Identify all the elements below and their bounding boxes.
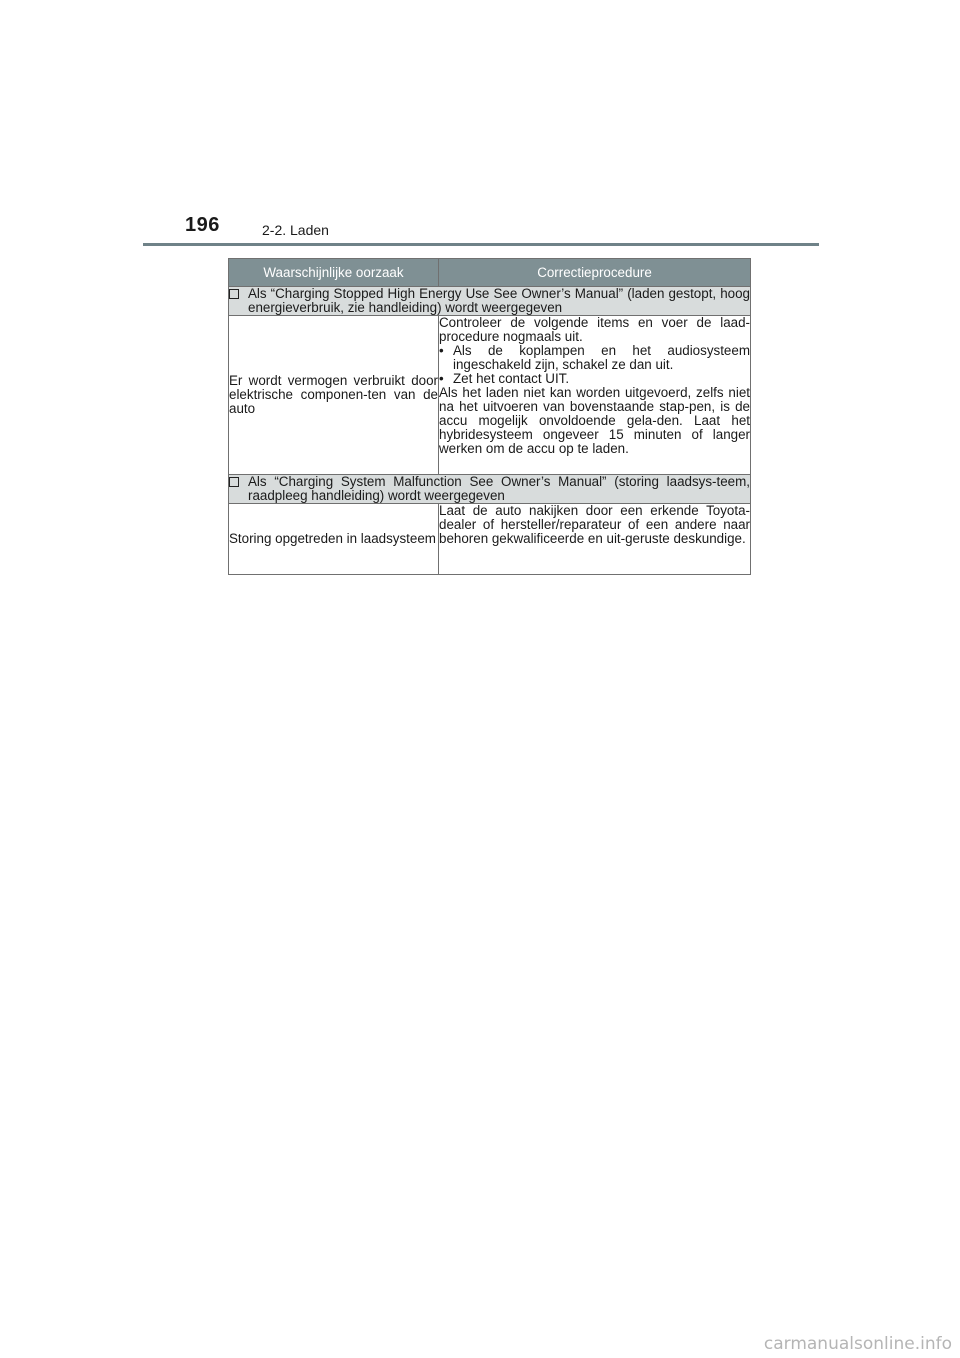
table-header-row	[229, 259, 751, 287]
section-title: 2-2. Laden	[262, 222, 329, 238]
procedure-note: Als het laden niet kan worden uitgevoerd, zelfs niet na het uitvoeren van bovenstaande stap-pen, is de accu mogelijk onvoldoende gela-den. Laat het hybridesysteem ongeveer 15 minuten of langer werken om de accu op te laden.	[439, 385, 750, 456]
list-item	[439, 344, 750, 372]
list-item-text: Als de koplampen en het audiosysteem ingeschakeld zijn, schakel ze dan uit.	[453, 343, 750, 372]
list-item	[439, 372, 750, 386]
watermark: carmanualsonline.info	[763, 1334, 952, 1354]
list-item-text: Zet het contact UIT.	[453, 371, 570, 386]
troubleshooting-table	[228, 258, 751, 575]
condition-text: Als “Charging Stopped High Energy Use See Owner’s Manual” (laden gestopt, hoog energieverbruik, zie handleiding) wordt weergegeven	[248, 286, 750, 315]
table-row	[229, 316, 751, 475]
page-number: 196	[185, 214, 220, 236]
condition-text: Als “Charging System Malfunction See Owner’s Manual” (storing laadsys-teem, raadpleeg handleiding) wordt weergegeven	[248, 474, 750, 503]
procedure-intro: Controleer de volgende items en voer de laad-procedure nogmaals uit.	[439, 315, 750, 344]
column-header-procedure: Correctieprocedure	[439, 259, 751, 287]
table-row	[229, 504, 751, 575]
cause-cell: Er wordt vermogen verbruikt door elektrische componen-ten van de auto	[229, 316, 439, 475]
checkbox-square-icon	[229, 477, 239, 487]
header-divider	[143, 243, 819, 246]
procedure-cell	[439, 316, 751, 475]
column-header-cause: Waarschijnlijke oorzaak	[229, 259, 439, 287]
bullet-icon: •	[439, 371, 444, 386]
condition-row	[229, 287, 751, 316]
condition-row	[229, 475, 751, 504]
condition-cell	[229, 287, 751, 316]
procedure-cell	[439, 504, 751, 575]
procedure-intro: Laat de auto nakijken door een erkende Toyota-dealer of hersteller/reparateur of een andere naar behoren gekwalificeerde en uit-geruste deskundige.	[439, 503, 750, 546]
checkbox-square-icon	[229, 289, 239, 299]
cause-cell: Storing opgetreden in laadsysteem	[229, 504, 439, 575]
bullet-icon: •	[439, 343, 444, 358]
condition-cell	[229, 475, 751, 504]
